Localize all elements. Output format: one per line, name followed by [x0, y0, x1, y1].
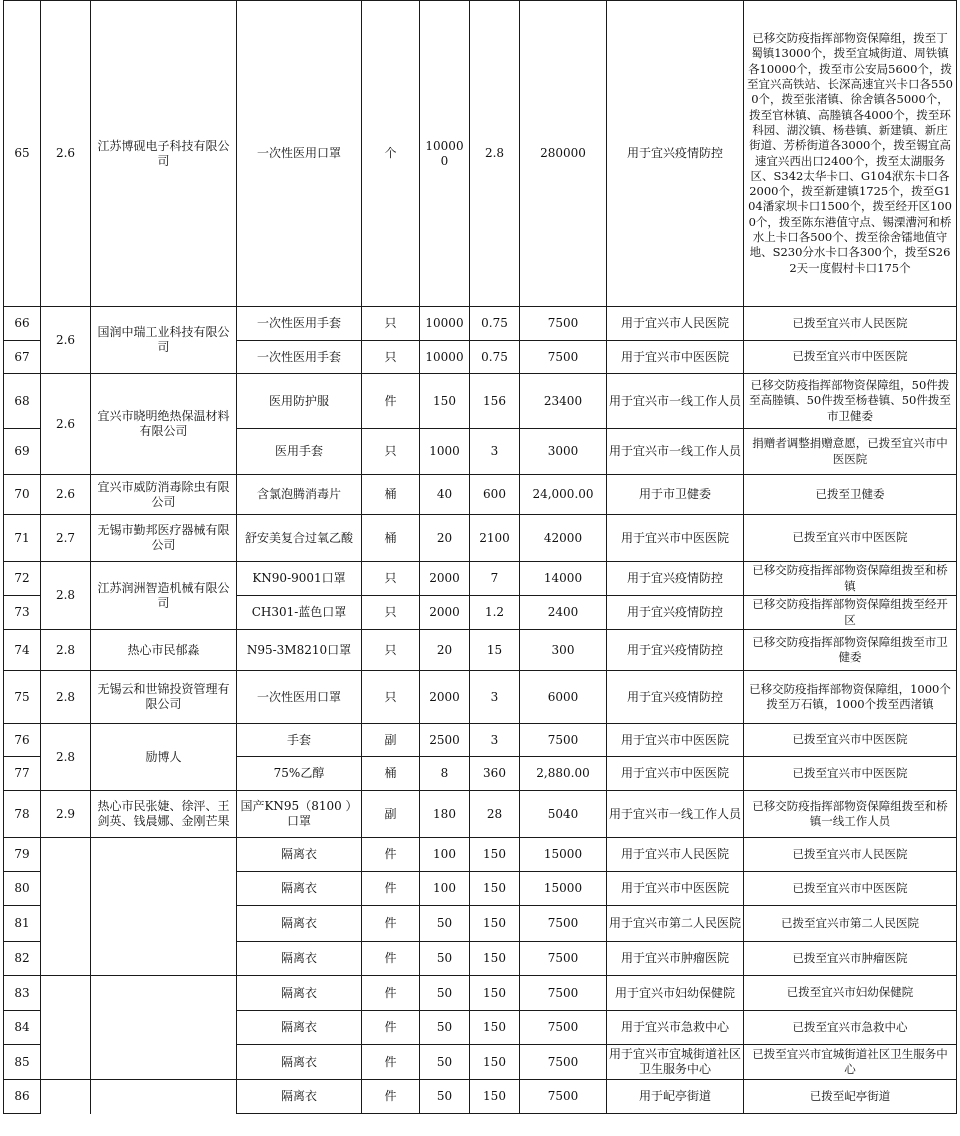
row-number: 78 — [4, 791, 41, 838]
unit-price: 150 — [470, 1011, 520, 1045]
distribution-note: 已拨至宜兴市第二人民医院 — [744, 906, 957, 942]
unit-price: 150 — [470, 942, 520, 976]
row-number: 76 — [4, 724, 41, 757]
unit: 副 — [362, 791, 420, 838]
unit: 只 — [362, 596, 420, 630]
donation-date-group-blank — [41, 1080, 91, 1114]
distribution-note: 已拨至屺亭街道 — [744, 1080, 957, 1114]
intended-use: 用于宜兴市人民医院 — [607, 307, 744, 341]
donation-table — [3, 0, 957, 1114]
intended-use: 用于屺亭街道 — [607, 1080, 744, 1114]
item-name: 75%乙醇 — [237, 757, 362, 791]
donation-date: 2.7 — [41, 515, 91, 562]
intended-use: 用于宜兴市一线工作人员 — [607, 374, 744, 429]
quantity: 2000 — [420, 562, 470, 596]
distribution-note: 已拨至宜兴市妇幼保健院 — [744, 976, 957, 1011]
amount: 42000 — [520, 515, 607, 562]
table-row — [4, 562, 957, 596]
unit: 桶 — [362, 475, 420, 515]
donor-name: 热心市民郁淼 — [91, 630, 237, 671]
amount: 7500 — [520, 1011, 607, 1045]
quantity: 40 — [420, 475, 470, 515]
unit-price: 1.2 — [470, 596, 520, 630]
row-number: 86 — [4, 1080, 41, 1114]
amount: 7500 — [520, 724, 607, 757]
table-row — [4, 906, 957, 942]
unit: 只 — [362, 630, 420, 671]
quantity: 20 — [420, 630, 470, 671]
item-name: 一次性医用手套 — [237, 341, 362, 374]
intended-use: 用于宜兴市中医医院 — [607, 341, 744, 374]
unit: 件 — [362, 1080, 420, 1114]
donation-date: 2.6 — [41, 374, 91, 475]
amount: 7500 — [520, 341, 607, 374]
amount: 24,000.00 — [520, 475, 607, 515]
unit: 桶 — [362, 757, 420, 791]
item-name: 隔离衣 — [237, 838, 362, 872]
row-number: 73 — [4, 596, 41, 630]
item-name: 医用防护服 — [237, 374, 362, 429]
distribution-note: 已移交防疫指挥部物资保障组拨至和桥镇一线工作人员 — [744, 791, 957, 838]
unit-price: 156 — [470, 374, 520, 429]
unit: 件 — [362, 838, 420, 872]
item-name: 隔离衣 — [237, 942, 362, 976]
item-name: N95-3M8210口罩 — [237, 630, 362, 671]
row-number: 85 — [4, 1045, 41, 1080]
distribution-note: 已拨至宜兴市中医医院 — [744, 341, 957, 374]
table-row — [4, 374, 957, 429]
table-row — [4, 791, 957, 838]
intended-use: 用于宜兴市中医医院 — [607, 724, 744, 757]
row-number: 82 — [4, 942, 41, 976]
donor-name: 热心市民张婕、徐泙、王剑英、钱晨娜、金刚芒果 — [91, 791, 237, 838]
quantity: 180 — [420, 791, 470, 838]
donor-name-group-blank — [91, 906, 237, 942]
distribution-note: 已移交防疫指挥部物资保障组拨至市卫健委 — [744, 630, 957, 671]
row-number: 71 — [4, 515, 41, 562]
unit-price: 0.75 — [470, 307, 520, 341]
donation-date: 2.8 — [41, 724, 91, 791]
unit-price: 3 — [470, 671, 520, 724]
table-row — [4, 942, 957, 976]
donation-date: 2.6 — [41, 475, 91, 515]
donor-name: 江苏润洲智造机械有限公司 — [91, 562, 237, 630]
quantity: 100 — [420, 838, 470, 872]
intended-use: 用于市卫健委 — [607, 475, 744, 515]
item-name: KN90-9001口罩 — [237, 562, 362, 596]
donation-date: 2.8 — [41, 671, 91, 724]
item-name: 隔离衣 — [237, 976, 362, 1011]
intended-use: 用于宜兴疫情防控 — [607, 562, 744, 596]
donor-name: 无锡市勤邦医疗器械有限公司 — [91, 515, 237, 562]
distribution-note: 已移交防疫指挥部物资保障组拨至和桥镇 — [744, 562, 957, 596]
intended-use: 用于宜兴市人民医院 — [607, 838, 744, 872]
row-number: 84 — [4, 1011, 41, 1045]
row-number: 66 — [4, 307, 41, 341]
distribution-note: 已移交防疫指挥部物资保障组，拨至丁蜀镇13000个，拨至宜城街道、周铁镇各10000个，拨至市公安局5600个，拨至宜兴高铁站、长深高速宜兴卡口各5500个，拨至张渚镇、徐舍镇各5000个，拨至官林镇、高塍镇各4000个，拨至环科园、湖㳇镇、杨巷镇、新建镇、新庄街道、芳桥街道各3000个，拨至锡宜高速宜兴西出口2400个，拨至太湖服务区、S342太华卡口、G104洑东卡口各2000个，拨至新建镇1725个，拨至G104潘家坝卡口1500个，拨至经开区1000个，拨至陈东港值守点、锡溧漕河和桥水上卡口各500个、拨至徐舍镭地值守地、S230分水卡口各300个，拨至S262天一度假村卡口175个 — [744, 1, 957, 307]
intended-use: 用于宜兴市中医医院 — [607, 757, 744, 791]
item-name: 医用手套 — [237, 429, 362, 475]
quantity: 10000 — [420, 341, 470, 374]
distribution-note: 捐赠者调整捐赠意愿，已拨至宜兴市中医医院 — [744, 429, 957, 475]
table-row — [4, 1080, 957, 1114]
unit: 件 — [362, 374, 420, 429]
table-row — [4, 630, 957, 671]
distribution-note: 已拨至宜兴市人民医院 — [744, 307, 957, 341]
unit-price: 150 — [470, 838, 520, 872]
amount: 7500 — [520, 976, 607, 1011]
donation-date: 2.6 — [41, 307, 91, 374]
quantity: 2000 — [420, 671, 470, 724]
donor-name: 江苏博砚电子科技有限公司 — [91, 1, 237, 307]
intended-use: 用于宜兴市急救中心 — [607, 1011, 744, 1045]
amount: 7500 — [520, 1045, 607, 1080]
quantity: 1000 — [420, 429, 470, 475]
unit: 件 — [362, 872, 420, 906]
intended-use: 用于宜兴疫情防控 — [607, 671, 744, 724]
unit-price: 150 — [470, 1045, 520, 1080]
table-row — [4, 1, 957, 307]
unit: 只 — [362, 341, 420, 374]
unit: 个 — [362, 1, 420, 307]
donation-date-group-blank — [41, 906, 91, 942]
distribution-note: 已拨至宜兴市宜城街道社区卫生服务中心 — [744, 1045, 957, 1080]
unit-price: 150 — [470, 872, 520, 906]
distribution-note: 已拨至宜兴市中医医院 — [744, 872, 957, 906]
table-row — [4, 671, 957, 724]
donation-date-group-blank — [41, 838, 91, 872]
quantity: 50 — [420, 906, 470, 942]
quantity: 10000 — [420, 307, 470, 341]
intended-use: 用于宜兴疫情防控 — [607, 1, 744, 307]
donor-name: 宜兴市晓明绝热保温材料有限公司 — [91, 374, 237, 475]
row-number: 67 — [4, 341, 41, 374]
row-number: 65 — [4, 1, 41, 307]
amount: 23400 — [520, 374, 607, 429]
donor-name: 无锡云和世锦投资管理有限公司 — [91, 671, 237, 724]
unit: 件 — [362, 1045, 420, 1080]
donor-name: 励博人 — [91, 724, 237, 791]
row-number: 79 — [4, 838, 41, 872]
unit-price: 3 — [470, 429, 520, 475]
unit-price: 2.8 — [470, 1, 520, 307]
donation-date-group-blank — [41, 872, 91, 906]
distribution-note: 已移交防疫指挥部物资保障组，1000个拨至万石镇，1000个拨至西渚镇 — [744, 671, 957, 724]
amount: 7500 — [520, 1080, 607, 1114]
row-number: 74 — [4, 630, 41, 671]
unit: 件 — [362, 942, 420, 976]
donor-name-group-blank — [91, 942, 237, 976]
donation-date: 2.6 — [41, 1, 91, 307]
donor-name: 国润中瑞工业科技有限公司 — [91, 307, 237, 374]
amount: 7500 — [520, 942, 607, 976]
quantity: 20 — [420, 515, 470, 562]
item-name: 隔离衣 — [237, 1045, 362, 1080]
item-name: CH301-蓝色口罩 — [237, 596, 362, 630]
quantity: 2000 — [420, 596, 470, 630]
unit-price: 150 — [470, 1080, 520, 1114]
intended-use: 用于宜兴市一线工作人员 — [607, 429, 744, 475]
donation-date-group-blank — [41, 942, 91, 976]
quantity: 50 — [420, 1045, 470, 1080]
unit: 桶 — [362, 515, 420, 562]
unit-price: 3 — [470, 724, 520, 757]
donation-date: 2.9 — [41, 791, 91, 838]
quantity: 50 — [420, 1011, 470, 1045]
table-row — [4, 724, 957, 757]
unit-price: 28 — [470, 791, 520, 838]
item-name: 手套 — [237, 724, 362, 757]
intended-use: 用于宜兴疫情防控 — [607, 596, 744, 630]
row-number: 69 — [4, 429, 41, 475]
quantity: 100000 — [420, 1, 470, 307]
unit: 只 — [362, 429, 420, 475]
unit-price: 0.75 — [470, 341, 520, 374]
amount: 2400 — [520, 596, 607, 630]
intended-use: 用于宜兴市中医医院 — [607, 872, 744, 906]
amount: 300 — [520, 630, 607, 671]
item-name: 一次性医用手套 — [237, 307, 362, 341]
unit: 只 — [362, 562, 420, 596]
donor-name-group-blank — [91, 1080, 237, 1114]
amount: 15000 — [520, 838, 607, 872]
intended-use: 用于宜兴市中医医院 — [607, 515, 744, 562]
amount: 7500 — [520, 906, 607, 942]
distribution-note: 已拨至宜兴市急救中心 — [744, 1011, 957, 1045]
intended-use: 用于宜兴市一线工作人员 — [607, 791, 744, 838]
unit-price: 600 — [470, 475, 520, 515]
quantity: 8 — [420, 757, 470, 791]
intended-use: 用于宜兴疫情防控 — [607, 630, 744, 671]
item-name: 隔离衣 — [237, 1011, 362, 1045]
donor-name — [91, 976, 237, 1080]
quantity: 150 — [420, 374, 470, 429]
row-number: 75 — [4, 671, 41, 724]
unit: 只 — [362, 307, 420, 341]
unit: 只 — [362, 671, 420, 724]
unit-price: 2100 — [470, 515, 520, 562]
quantity: 50 — [420, 1080, 470, 1114]
distribution-note: 已拨至宜兴市中医医院 — [744, 724, 957, 757]
amount: 6000 — [520, 671, 607, 724]
amount: 2,880.00 — [520, 757, 607, 791]
distribution-note: 已拨至卫健委 — [744, 475, 957, 515]
donor-name-group-blank — [91, 872, 237, 906]
distribution-note: 已移交防疫指挥部物资保障组，50件拨至高塍镇、50件拨至杨巷镇、50件拨至市卫健委 — [744, 374, 957, 429]
unit: 副 — [362, 724, 420, 757]
distribution-note: 已拨至宜兴市人民医院 — [744, 838, 957, 872]
intended-use: 用于宜兴市妇幼保健院 — [607, 976, 744, 1011]
intended-use: 用于宜兴市第二人民医院 — [607, 906, 744, 942]
donation-date: 2.8 — [41, 630, 91, 671]
item-name: 国产KN95（8100 ）口罩 — [237, 791, 362, 838]
row-number: 83 — [4, 976, 41, 1011]
item-name: 一次性医用口罩 — [237, 671, 362, 724]
item-name: 隔离衣 — [237, 906, 362, 942]
table-row — [4, 872, 957, 906]
quantity: 2500 — [420, 724, 470, 757]
amount: 280000 — [520, 1, 607, 307]
unit-price: 360 — [470, 757, 520, 791]
row-number: 80 — [4, 872, 41, 906]
distribution-note: 已拨至宜兴市中医医院 — [744, 515, 957, 562]
donation-date: 2.8 — [41, 562, 91, 630]
amount: 14000 — [520, 562, 607, 596]
unit: 件 — [362, 976, 420, 1011]
table-row — [4, 475, 957, 515]
quantity: 50 — [420, 976, 470, 1011]
unit-price: 15 — [470, 630, 520, 671]
donation-date — [41, 976, 91, 1080]
unit-price: 7 — [470, 562, 520, 596]
distribution-note: 已拨至宜兴市中医医院 — [744, 757, 957, 791]
intended-use: 用于宜兴市肿瘤医院 — [607, 942, 744, 976]
quantity: 50 — [420, 942, 470, 976]
row-number: 68 — [4, 374, 41, 429]
unit-price: 150 — [470, 906, 520, 942]
item-name: 一次性医用口罩 — [237, 1, 362, 307]
unit-price: 150 — [470, 976, 520, 1011]
row-number: 81 — [4, 906, 41, 942]
amount: 3000 — [520, 429, 607, 475]
intended-use: 用于宜兴市宜城街道社区卫生服务中心 — [607, 1045, 744, 1080]
item-name: 含氯泡腾消毒片 — [237, 475, 362, 515]
unit: 件 — [362, 1011, 420, 1045]
row-number: 70 — [4, 475, 41, 515]
table-row — [4, 515, 957, 562]
table-row — [4, 976, 957, 1011]
amount: 5040 — [520, 791, 607, 838]
amount: 7500 — [520, 307, 607, 341]
table-row — [4, 838, 957, 872]
distribution-note: 已移交防疫指挥部物资保障组拨至经开区 — [744, 596, 957, 630]
table-row — [4, 307, 957, 341]
row-number: 77 — [4, 757, 41, 791]
item-name: 舒安美复合过氧乙酸 — [237, 515, 362, 562]
distribution-note: 已拨至宜兴市肿瘤医院 — [744, 942, 957, 976]
amount: 15000 — [520, 872, 607, 906]
donor-name: 宜兴市威防消毒除虫有限公司 — [91, 475, 237, 515]
item-name: 隔离衣 — [237, 872, 362, 906]
donor-name-group-blank — [91, 838, 237, 872]
unit: 件 — [362, 906, 420, 942]
quantity: 100 — [420, 872, 470, 906]
row-number: 72 — [4, 562, 41, 596]
item-name: 隔离衣 — [237, 1080, 362, 1114]
